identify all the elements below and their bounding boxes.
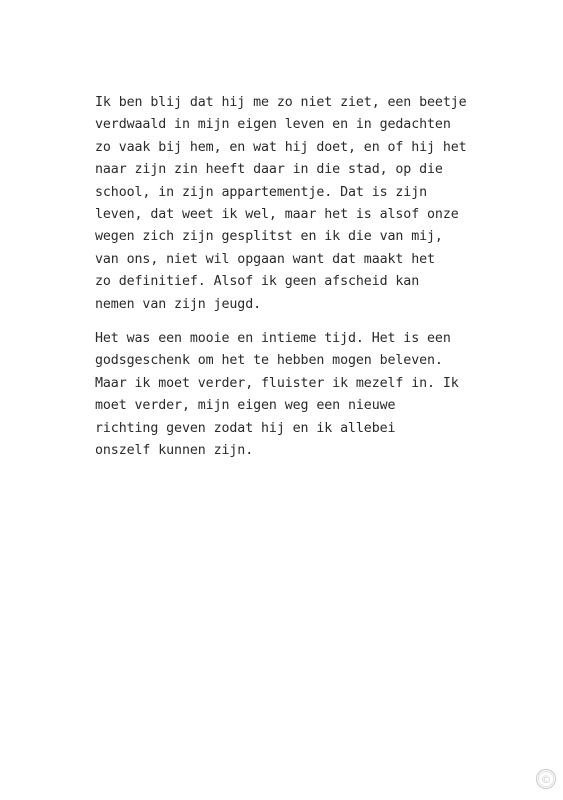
paragraph-line: godsgeschenk om het te hebben mogen beleven. — [95, 353, 443, 369]
paragraph-line: van ons, niet wil opgaan want dat maakt het — [95, 251, 435, 267]
paragraph-line: wegen zich zijn gesplitst en ik die van mij, — [95, 229, 443, 245]
paragraph-2 — [95, 328, 485, 462]
paragraph-line: Het was een mooie en intieme tijd. Het is een — [95, 331, 451, 347]
paragraph-line: Maar ik moet verder, fluister ik mezelf in. Ik — [95, 375, 459, 391]
paragraph-line: nemen van zijn jeugd. — [95, 296, 262, 312]
copyright-symbol: © — [540, 773, 552, 786]
paragraph-line: school, in zijn appartementje. Dat is zijn — [95, 184, 428, 200]
paragraph-line: zo vaak bij hem, en wat hij doet, en of hij het — [95, 139, 467, 155]
paragraph-line: naar zijn zin heeft daar in die stad, op die — [95, 162, 443, 178]
paragraph-line: leven, dat weet ik wel, maar het is alsof onze — [95, 207, 459, 223]
paragraph-1 — [95, 92, 485, 316]
copyright-icon — [535, 768, 557, 790]
paragraph-line: moet verder, mijn eigen weg een nieuwe — [95, 398, 396, 414]
text-block — [95, 92, 485, 475]
paragraph-line: Ik ben blij dat hij me zo niet ziet, een beetje — [95, 95, 467, 110]
paragraph-line: richting geven zodat hij en ik allebei — [95, 420, 396, 436]
paragraph-line: verdwaald in mijn eigen leven en in gedachten — [95, 117, 451, 133]
paragraph-line: zo definitief. Alsof ik geen afscheid kan — [95, 274, 420, 290]
paragraph-line: onszelf kunnen zijn. — [95, 443, 254, 459]
